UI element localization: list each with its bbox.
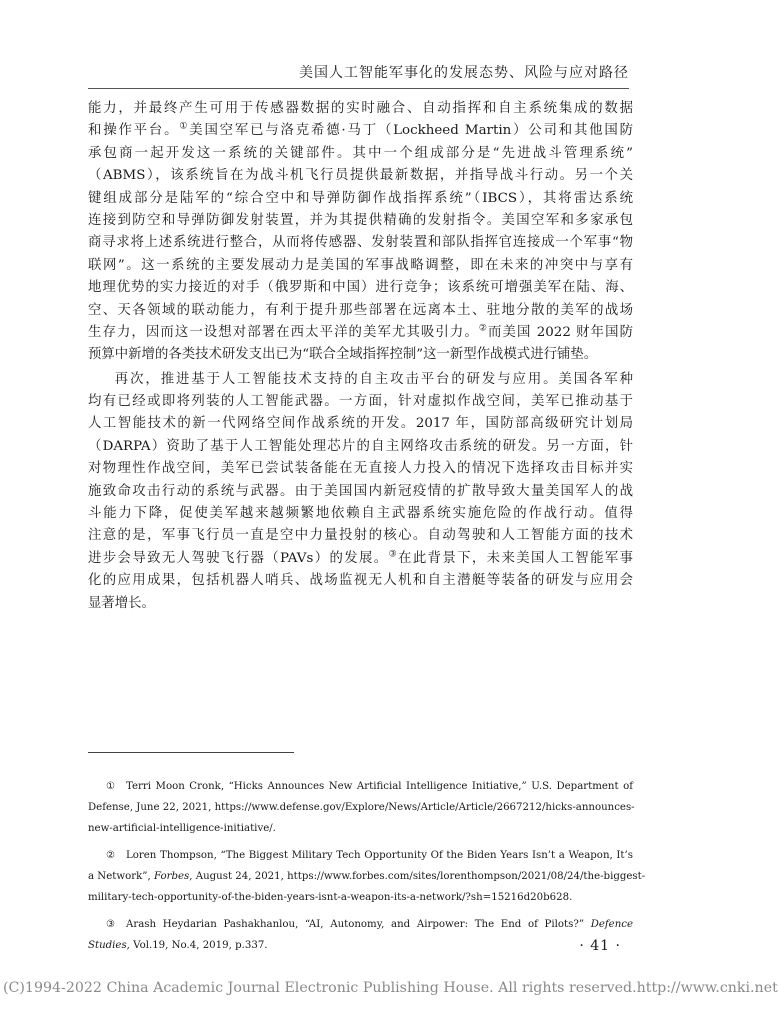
body-line: 斗能力下降，促使美军越来越频繁地依赖自主武器系统实施危险的作战行动。值得 xyxy=(88,506,633,522)
body-line: 地理优势的实力接近的对手（俄罗斯和中国）进行竞争；该系统可增强美军在陆、海、 xyxy=(88,280,633,296)
body-line: 显著增长。 xyxy=(88,595,155,611)
footnote-link[interactable]: a Network”, Forbes, August 24, 2021, https://www.forbes.com/sites/lorenthompson/2021/08/24/the-biggest- xyxy=(88,871,646,882)
footnote-ref-1[interactable]: ① xyxy=(179,121,190,132)
body-line: 键组成部分是陆军的“综合空中和导弹防御作战指挥系统”（IBCS），其将雷达系统 xyxy=(88,190,633,206)
body-line: 人工智能技术的新一代网络空间作战系统的开发。2017 年，国防部高级研究计划局 xyxy=(88,416,633,432)
footnote-ref-3[interactable]: ③ xyxy=(388,549,399,560)
body-line: 再次，推进基于人工智能技术支持的自主攻击平台的研发与应用。美国各军种 xyxy=(114,371,633,387)
footnote-link[interactable]: Defense, June 22, 2021, https://www.defense.gov/Explore/News/Article/Article/2667212/hicks-announces- xyxy=(88,802,635,813)
body-line: 联网”。这一系统的主要发展动力是美国的军事战略调整，即在未来的冲突中与享有 xyxy=(88,257,633,273)
body-line: 商寻求将上述系统进行整合，从而将传感器、发射装置和部队指挥官连接成一个军事“物 xyxy=(88,235,633,251)
body-line: 生存力，因而这一设想对部署在西太平洋的美军尤其吸引力。②而美国 2022 财年国防 xyxy=(88,323,634,340)
body-line: 空、天各领域的联动能力，有利于提升那些部署在远离本土、驻地分散的美军的战场 xyxy=(88,302,633,318)
page-number: · 41 · xyxy=(579,938,621,954)
body-line: 承包商一起开发这一系统的关键部件。其中一个组成部分是“先进战斗管理系统” xyxy=(88,145,633,161)
body-line: 注意的是，军事飞行员一直是空中力量投射的核心。自动驾驶和人工智能方面的技术 xyxy=(88,528,633,544)
footnote-ref-2[interactable]: ② xyxy=(478,323,488,334)
footnote-3: ③ Arash Heydarian Pashakhanlou, “AI, Autonomy, and Airpower: The End of Pilots?” Defence Studies, Vol.19, No.4, 2019, p.337. xyxy=(88,914,633,956)
body-line: 和操作平台。①美国空军已与洛克希德·马丁（Lockheed Martin）公司和其他国防 xyxy=(88,121,634,139)
body-line: 施致命攻击行动的系统与武器。由于美国国内新冠疫情的扩散导致大量美国军人的战 xyxy=(88,483,633,499)
body-line: 均有已经或即将列装的人工智能武器。一方面，针对虚拟作战空间，美军已推动基于 xyxy=(88,394,633,410)
body-line: 能力，并最终产生可用于传感器数据的实时融合、自动指挥和自主系统集成的数据 xyxy=(88,101,633,116)
copyright-text: (C)1994-2022 China Academic Journal Electronic Publishing House. All rights reserved. xyxy=(3,980,637,996)
footnotes xyxy=(88,776,646,962)
copyright-notice xyxy=(3,980,778,996)
body-line: 预算中新增的各类技术研发支出已为“联合全域指挥控制”这一新型作战模式进行铺垫。 xyxy=(88,347,598,363)
cnki-link[interactable]: http://www.cnki.net xyxy=(636,980,778,996)
footnote-1: ① Terri Moon Cronk, “Hicks Announces New Artificial Intelligence Initiative,” U.S. Department of Defense, June 22, 2021, https://www.defense.gov/Explore/News/Article/Article/2667212/hicks-announces- new-artificial-intelligence-initiative/. xyxy=(88,776,633,839)
running-header: 美国人工智能军事化的发展态势、风险与应对路径 xyxy=(299,65,629,81)
body-line: （DARPA）资助了基于人工智能处理芯片的自主网络攻击系统的研发。另一方面，针 xyxy=(88,438,633,454)
footnote-number: ① xyxy=(106,781,116,792)
header-rule xyxy=(88,88,629,89)
body-line: （ABMS），该系统旨在为战斗机飞行员提供最新数据，并指导战斗行动。另一个关 xyxy=(88,168,633,184)
footnote-rule xyxy=(88,752,294,753)
body-line: 连接到防空和导弹防御发射装置，并为其提供精确的发射指令。美国空军和多家承包 xyxy=(88,212,633,228)
footnote-number: ② xyxy=(106,850,116,861)
footnote-2: ② Loren Thompson, “The Biggest Military Tech Opportunity Of the Biden Years Isn’t a Weapon, It’s a Network”, Forbes, August 24, 2021, https://www.forbes.com/sites/lorenthompson/2021/08/24/the-biggest- military-tech-opportunity-of-the-biden-years-isnt-a-weapon-its-a-network/?sh=15216d20b628. xyxy=(88,845,633,908)
body-text xyxy=(88,98,633,615)
footnote-number: ③ xyxy=(106,919,116,930)
body-line: 进步会导致无人驾驶飞行器（PAVs）的发展。③在此背景下，未来美国人工智能军事 xyxy=(88,549,634,566)
body-line: 对物理性作战空间，美军已尝试装备能在无直接人力投入的情况下选择攻击目标并实 xyxy=(88,461,633,477)
body-line: 化的应用成果，包括机器人哨兵、战场监视无人机和自主潜艇等装备的研发与应用会 xyxy=(88,573,633,589)
